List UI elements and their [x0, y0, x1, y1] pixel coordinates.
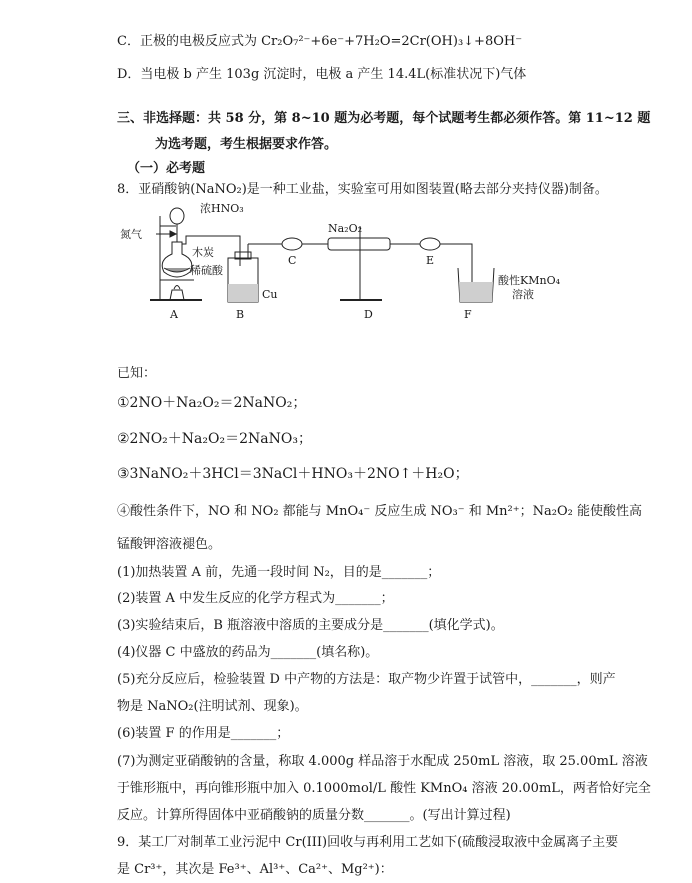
required-section-label: （一）必考题 [127, 161, 206, 176]
equation-2: ②2NO₂＋Na₂O₂＝2NaNO₃； [117, 431, 312, 447]
drying-tube-e [420, 238, 440, 250]
option-c: C．正极的电极反应式为 Cr₂O₇²⁻+6e⁻+7H₂O=2Cr(OH)₃↓+8OH⁻ [117, 34, 523, 49]
label-e: E [426, 254, 435, 267]
subquestion-3: (3)实验结束后，B 瓶溶液中溶质的主要成分是_______(填化学式)。 [117, 618, 504, 633]
q9-line1: 9．某工厂对制革工业污泥中 Cr(III)回收与再利用工艺如下(硫酸浸取液中金属离子主要 [117, 835, 619, 850]
subquestion-5-line1: (5)充分反应后，检验装置 D 中产物的方法是：取产物少许置于试管中，_______，则产 [117, 672, 616, 687]
label-f: F [464, 308, 472, 321]
flame-a [174, 286, 180, 290]
subquestion-7-line1: (7)为测定亚硝酸钠的含量，称取 4.000g 样品溶于水配成 250mL 溶液，取 25.00mL 溶液 [117, 754, 648, 769]
label-d: D [364, 308, 373, 321]
beaker-f-liquid [459, 282, 493, 302]
option-d: D．当电极 b 产生 103g 沉淀时，电极 a 产生 14.4L(标准状况下)气体 [117, 67, 527, 82]
label-a: A [170, 308, 178, 321]
flask-a-contents [164, 268, 190, 272]
section-heading-line2: 为选考题，考生根据要求作答。 [155, 137, 338, 152]
known-label: 已知： [117, 366, 157, 381]
label-acid-kmno4-2: 溶液 [512, 288, 534, 301]
label-conc-hno3: 浓HNO₃ [200, 202, 244, 215]
equation-1: ①2NO＋Na₂O₂＝2NaNO₂； [117, 395, 307, 411]
subquestion-5-line2: 物是 NaNO₂(注明试剂、现象)。 [117, 699, 308, 714]
dropping-funnel [170, 208, 184, 224]
tube-e-f [440, 244, 472, 282]
condition-4-line1: ④酸性条件下，NO 和 NO₂ 都能与 MnO₄⁻ 反应生成 NO₃⁻ 和 Mn²⁺；Na₂O₂ 能使酸性高 [117, 504, 642, 519]
label-charcoal: 木炭 [192, 246, 214, 259]
section-heading-line1: 三、非选择题：共 58 分，第 8~10 题为必考题，每个试题考生都必须作答。第 11~12 题 [117, 111, 651, 126]
subquestion-1: (1)加热装置 A 前，先通一段时间 N₂，目的是_______； [117, 565, 441, 580]
apparatus-diagram [120, 196, 590, 324]
nitrogen-arrow [170, 231, 176, 237]
burner-a [170, 290, 184, 300]
equation-3: ③3NaNO₂＋3HCl＝3NaCl＋HNO₃＋2NO↑＋H₂O； [117, 466, 469, 482]
label-b: B [236, 308, 245, 321]
label-cu: Cu [262, 288, 278, 301]
label-acid-kmno4-1: 酸性KMnO₄ [498, 274, 560, 287]
q9-line2: 是 Cr³⁺，其次是 Fe³⁺、Al³⁺、Ca²⁺、Mg²⁺)： [117, 862, 393, 877]
label-dilute-h2so4: 稀硫酸 [190, 264, 223, 277]
subquestion-7-line3: 反应。计算所得固体中亚硝酸钠的质量分数_______。(写出计算过程) [117, 808, 511, 823]
label-na2o2: Na₂O₂ [328, 222, 363, 235]
tube-d [328, 238, 390, 250]
subquestion-2: (2)装置 A 中发生反应的化学方程式为_______； [117, 591, 394, 606]
subquestion-6: (6)装置 F 的作用是_______； [117, 726, 290, 741]
subquestion-7-line2: 于锥形瓶中，再向锥形瓶中加入 0.1000mol/L 酸性 KMnO₄ 溶液 20.00mL，两者恰好完全 [117, 781, 651, 796]
condition-4-line2: 锰酸钾溶液褪色。 [117, 537, 222, 552]
bottle-b-liquid [228, 284, 258, 302]
subquestion-4: (4)仪器 C 中盛放的药品为_______(填名称)。 [117, 645, 379, 660]
label-nitrogen: 氮气 [120, 228, 142, 241]
q8-intro: 8．亚硝酸钠(NaNO₂)是一种工业盐，实验室可用如图装置(略去部分夹持仪器)制备。 [117, 182, 608, 197]
drying-tube-c [282, 238, 302, 250]
label-c: C [288, 254, 297, 267]
